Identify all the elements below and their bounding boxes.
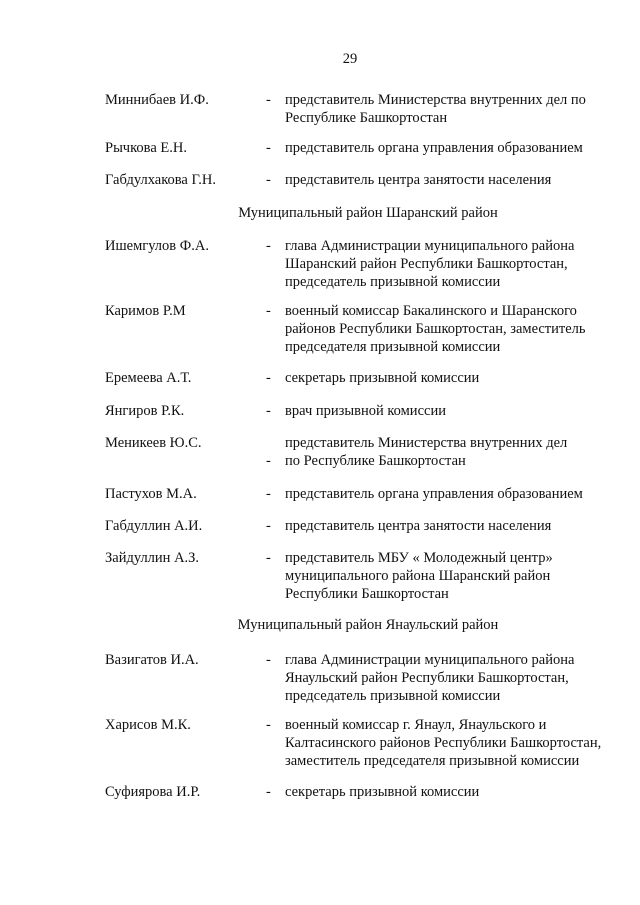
section-heading: Муниципальный район Янаульский район (237, 617, 499, 633)
member-role (285, 369, 625, 387)
member-role (285, 139, 625, 157)
entry-dash: - (266, 550, 271, 566)
role-line: Янаульский район Республики Башкортостан, (285, 670, 569, 686)
member-name: Вазигатов И.А. (105, 652, 199, 668)
role-line: глава Администрации муниципального района (285, 238, 575, 254)
member-name: Миннибаев И.Ф. (105, 92, 209, 108)
entry-dash: - (266, 518, 271, 534)
role-line: представитель Министерства внутренних дел (285, 435, 568, 451)
member-role (285, 171, 625, 189)
member-role (285, 485, 625, 503)
entry-dash: - (266, 172, 271, 188)
role-line: Республики Башкортостан (285, 586, 449, 602)
role-line: представитель органа управления образованием (285, 486, 583, 502)
member-role (285, 91, 625, 127)
member-name: Каримов Р.М (105, 303, 186, 319)
entry-dash: - (266, 453, 271, 469)
member-role (285, 783, 625, 801)
role-line: военный комиссар Бакалинского и Шаранского (285, 303, 577, 319)
member-name: Ишемгулов Ф.А. (105, 238, 209, 254)
member-name: Габдуллин А.И. (105, 518, 203, 534)
role-line: Республике Башкортостан (285, 110, 448, 126)
member-role (285, 434, 625, 470)
member-name: Харисов М.К. (105, 717, 191, 733)
role-line: по Республике Башкортостан (285, 453, 466, 469)
entry-dash: - (266, 370, 271, 386)
member-name: Еремеева А.Т. (105, 370, 192, 386)
entry-dash: - (266, 140, 271, 156)
role-line: районов Республики Башкортостан, заместитель (285, 321, 586, 337)
entry-dash: - (266, 652, 271, 668)
member-name: Меникеев Ю.С. (105, 435, 202, 451)
page-number: 29 (342, 51, 358, 67)
entry-dash: - (266, 486, 271, 502)
role-line: глава Администрации муниципального района (285, 652, 575, 668)
member-name: Габдулхакова Г.Н. (105, 172, 216, 188)
role-line: представитель центра занятости населения (285, 172, 552, 188)
member-role (285, 302, 625, 356)
member-role (285, 651, 625, 705)
member-name: Суфиярова И.Р. (105, 784, 201, 800)
role-line: заместитель председателя призывной комиссии (285, 753, 580, 769)
member-role (285, 517, 625, 535)
member-role (285, 716, 625, 770)
member-role (285, 402, 625, 420)
member-name: Рычкова Е.Н. (105, 140, 187, 156)
entry-dash: - (266, 403, 271, 419)
role-line: военный комиссар г. Янаул, Янаульского и (285, 717, 547, 733)
role-line: председатель призывной комиссии (285, 688, 501, 704)
entry-dash: - (266, 303, 271, 319)
role-line: председателя призывной комиссии (285, 339, 501, 355)
role-line: представитель органа управления образованием (285, 140, 583, 156)
role-line: секретарь призывной комиссии (285, 784, 480, 800)
member-name: Янгиров Р.К. (105, 403, 185, 419)
role-line: секретарь призывной комиссии (285, 370, 480, 386)
role-line: муниципального района Шаранский район (285, 568, 551, 584)
role-line: врач призывной комиссии (285, 403, 446, 419)
role-line: Калтасинского районов Республики Башкортостан, (285, 735, 602, 751)
member-role (285, 549, 625, 603)
entry-dash: - (266, 238, 271, 254)
role-line: представитель центра занятости населения (285, 518, 552, 534)
entry-dash: - (266, 784, 271, 800)
role-line: Шаранский район Республики Башкортостан, (285, 256, 568, 272)
member-name: Пастухов М.А. (105, 486, 197, 502)
entry-dash: - (266, 717, 271, 733)
member-name: Зайдуллин А.З. (105, 550, 200, 566)
role-line: представитель Министерства внутренних дел по (285, 92, 586, 108)
member-role (285, 237, 625, 291)
section-heading: Муниципальный район Шаранский район (238, 205, 498, 221)
role-line: представитель МБУ « Молодежный центр» (285, 550, 553, 566)
entry-dash: - (266, 92, 271, 108)
role-line: председатель призывной комиссии (285, 274, 501, 290)
